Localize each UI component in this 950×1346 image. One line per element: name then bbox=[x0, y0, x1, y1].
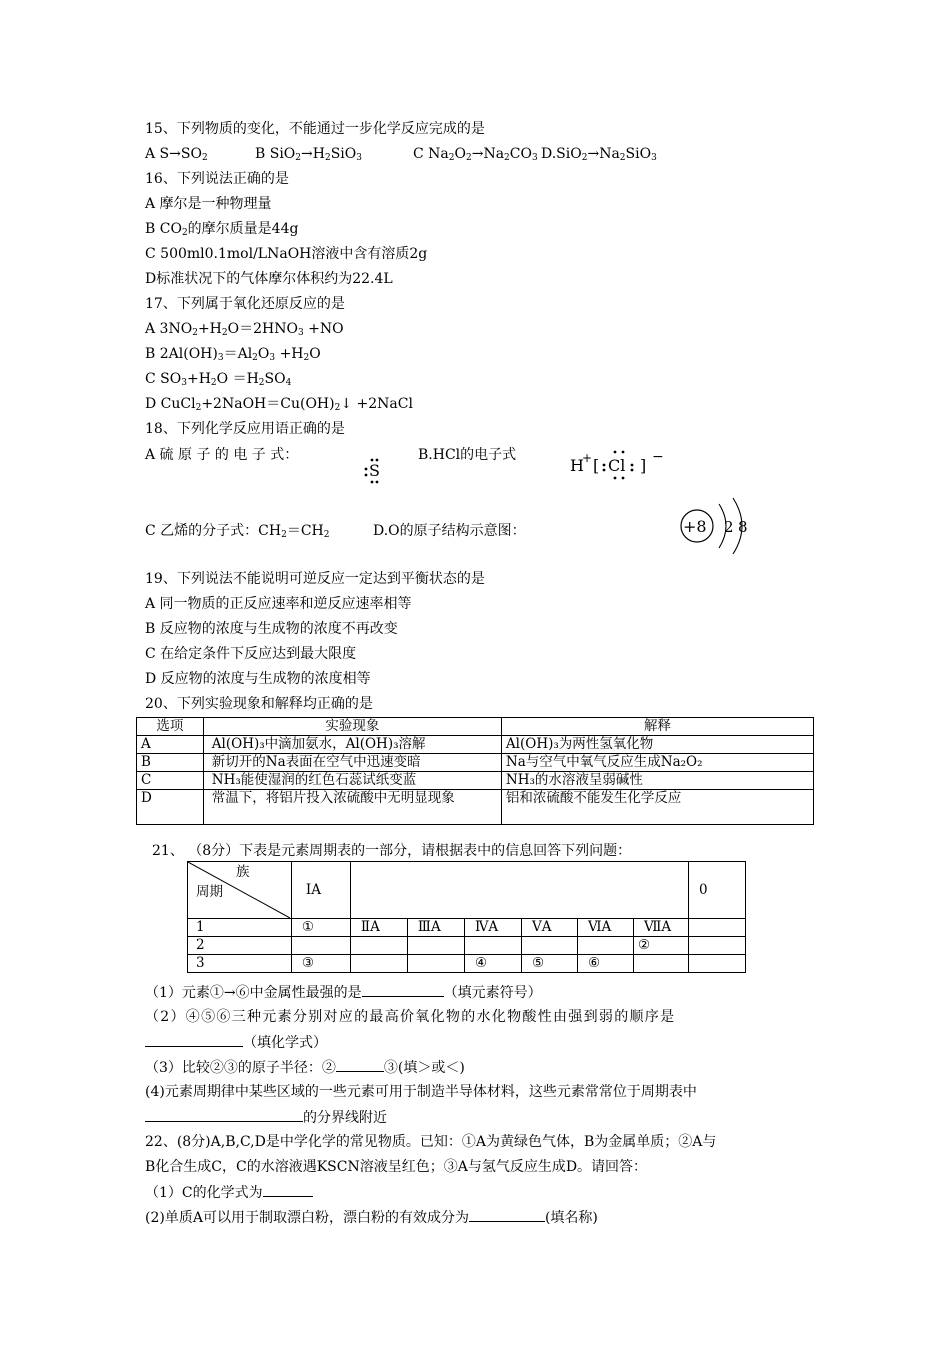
q22-part2: (2)单质A可以用于制取漂白粉，漂白粉的有效成分为 (填名称) bbox=[145, 1210, 598, 1226]
empty-cell bbox=[464, 937, 521, 955]
q21-part2: （2）④⑤⑥三种元素分别对应的最高价氧化物的水化物酸性由强到弱的顺序是 bbox=[145, 1009, 676, 1025]
empty-cell bbox=[688, 937, 745, 955]
q16-option-b: B $CO_2$的摩尔质量是44g bbox=[145, 221, 299, 238]
svg-text:]: ] bbox=[640, 456, 647, 475]
q15-option-d: $D.SiO_2\to Na_2SiO_3$ bbox=[541, 146, 657, 163]
q15-option-a: A $S\to SO_2$ bbox=[145, 146, 208, 163]
q22-part1: （1）C的化学式为 bbox=[145, 1183, 313, 1202]
q17-option-a: A $3NO_2+H_2O=2HNO_3 +NO$ bbox=[145, 321, 344, 338]
row-option: B bbox=[137, 754, 204, 772]
q16-option-a: A 摩尔是一种物理量 bbox=[145, 196, 272, 212]
row-phenomenon: 新切开的Na表面在空气中迅速变暗 bbox=[203, 754, 501, 772]
q15-option-b: B $SiO_2\to H_2SiO_3$ bbox=[255, 146, 362, 163]
q18-stem: 18、下列化学反应用语正确的是 bbox=[145, 421, 345, 437]
sulfur-symbol: S bbox=[369, 461, 380, 480]
empty-top-span bbox=[350, 862, 688, 919]
empty-cell bbox=[291, 937, 350, 955]
row-phenomenon: 常温下，将铝片投入浓硫酸中无明显现象 bbox=[203, 790, 501, 825]
hcl-cl: Cl bbox=[608, 456, 626, 475]
table-row bbox=[137, 754, 814, 772]
group-viia-header: ⅦA bbox=[633, 919, 688, 937]
q15-option-c: C $Na_2O_2\to Na_2CO_3$ bbox=[413, 146, 538, 163]
q21-part4-cont: 的分界线附近 bbox=[145, 1108, 387, 1127]
answer-blank[interactable] bbox=[145, 1033, 243, 1047]
answer-blank[interactable] bbox=[362, 983, 444, 997]
sulfur-electron-dot-icon bbox=[360, 448, 390, 488]
row-option: C bbox=[137, 772, 204, 790]
group-0-header: 0 bbox=[688, 862, 745, 919]
nucleus-charge: +8 bbox=[683, 517, 707, 536]
q22-stem-line2: B化合生成C，C的水溶液遇KSCN溶液呈红色；③A与氢气反应生成D。请回答： bbox=[145, 1159, 648, 1175]
table-row bbox=[137, 790, 814, 825]
header-explanation: 解释 bbox=[501, 718, 813, 736]
q19-stem: 19、下列说法不能说明可逆反应一定达到平衡状态的是 bbox=[145, 571, 485, 587]
svg-text:[: [ bbox=[593, 456, 600, 475]
empty-cell bbox=[688, 919, 745, 937]
row-explanation: NH₃的水溶液呈弱碱性 bbox=[501, 772, 813, 790]
oxygen-atom-structure-icon bbox=[675, 494, 755, 558]
q19-option-a: A 同一物质的正反应速率和逆反应速率相等 bbox=[145, 596, 412, 612]
q19-option-b: B 反应物的浓度与生成物的浓度不再改变 bbox=[145, 621, 398, 637]
shell-1-electrons: 2 bbox=[724, 518, 734, 536]
q21-stem: 21、 （8分）下表是元素周期表的一部分，请根据表中的信息回答下列问题： bbox=[152, 843, 632, 859]
answer-blank[interactable] bbox=[145, 1108, 303, 1122]
table-header-row bbox=[137, 718, 814, 736]
q15-stem: 15、下列物质的变化，不能通过一步化学反应完成的是 bbox=[145, 121, 485, 137]
period-3-label: 3 bbox=[188, 955, 292, 973]
empty-cell bbox=[407, 937, 464, 955]
period-1-label: 1 bbox=[188, 919, 292, 937]
empty-cell bbox=[521, 937, 577, 955]
element-4: ④ bbox=[464, 955, 521, 973]
group-via-header: ⅥA bbox=[577, 919, 633, 937]
q20-table bbox=[136, 717, 814, 825]
periodic-table bbox=[187, 861, 746, 973]
answer-blank[interactable] bbox=[469, 1208, 545, 1222]
hcl-h: H bbox=[570, 456, 584, 475]
q16-stem: 16、下列说法正确的是 bbox=[145, 171, 289, 187]
q18-option-a: A 硫 原 子 的 电 子 式： bbox=[145, 447, 299, 463]
row-phenomenon: Al(OH)₃中滴加氨水，Al(OH)₃溶解 bbox=[203, 736, 501, 754]
q18-option-c: C 乙烯的分子式：$CH_2=CH_2$ bbox=[145, 523, 330, 540]
q21-part1: （1）元素①→⑥中金属性最强的是 （填元素符号） bbox=[145, 985, 542, 1001]
element-1: ① bbox=[291, 919, 350, 937]
group-ia-header: ⅠA bbox=[291, 862, 350, 919]
shell-2-electrons: 8 bbox=[738, 518, 748, 536]
q16-option-d: D标准状况下的气体摩尔体积约为22.4L bbox=[145, 271, 393, 287]
period-2-label: 2 bbox=[188, 937, 292, 955]
q19-option-c: C 在给定条件下反应达到最大限度 bbox=[145, 646, 357, 662]
q17-option-c: C $SO_3+H_2O =H_2SO_4$ bbox=[145, 371, 292, 388]
q17-option-d: D $CuCl_2+2NaOH=Cu(OH)_2↓$ +2NaCl bbox=[145, 396, 413, 413]
element-3: ③ bbox=[291, 955, 350, 973]
hcl-minus: − bbox=[652, 449, 664, 465]
group-iva-header: ⅣA bbox=[464, 919, 521, 937]
empty-cell bbox=[688, 955, 745, 973]
row-phenomenon: NH₃能使湿润的红色石蕊试纸变蓝 bbox=[203, 772, 501, 790]
q18-option-d: D.O的原子结构示意图： bbox=[373, 523, 526, 539]
element-5: ⑤ bbox=[521, 955, 577, 973]
empty-cell bbox=[407, 955, 464, 973]
group-iiia-header: ⅢA bbox=[407, 919, 464, 937]
answer-blank[interactable] bbox=[263, 1183, 313, 1197]
header-option: 选项 bbox=[137, 718, 204, 736]
q22-stem-line1: 22、(8分)A,B,C,D是中学化学的常见物质。已知：①A为黄绿色气体，B为金属单质；②A与 bbox=[145, 1134, 717, 1150]
q18-option-b: B.HCl的电子式 bbox=[418, 447, 517, 463]
row-explanation: 铝和浓硫酸不能发生化学反应 bbox=[501, 790, 813, 825]
element-6: ⑥ bbox=[577, 955, 633, 973]
row-option: D bbox=[137, 790, 204, 825]
corner-group-label: 族 bbox=[236, 864, 250, 880]
row-option: A bbox=[137, 736, 204, 754]
row-explanation: Al(OH)₃为两性氢氧化物 bbox=[501, 736, 813, 754]
q17-stem: 17、下列属于氧化还原反应的是 bbox=[145, 296, 345, 312]
q21-part2-cont: （填化学式） bbox=[145, 1033, 327, 1052]
empty-cell bbox=[577, 937, 633, 955]
group-iia-header: ⅡA bbox=[350, 919, 407, 937]
hcl-electron-formula-icon bbox=[568, 444, 668, 486]
header-phenomenon: 实验现象 bbox=[203, 718, 501, 736]
q15-options bbox=[145, 145, 657, 163]
row-explanation: Na与空气中氧气反应生成Na₂O₂ bbox=[501, 754, 813, 772]
answer-blank[interactable] bbox=[336, 1058, 384, 1072]
hcl-plus: + bbox=[582, 451, 593, 465]
empty-cell bbox=[633, 955, 688, 973]
q21-part4: (4)元素周期律中某些区域的一些元素可用于制造半导体材料，这些元素常常位于周期表中 bbox=[145, 1084, 697, 1100]
q17-option-b: B $2Al(OH)_3=Al_2O_3 +H_2O$ bbox=[145, 346, 321, 363]
element-2: ② bbox=[633, 937, 688, 955]
corner-period-label: 周期 bbox=[196, 884, 223, 900]
q20-stem: 20、下列实验现象和解释均正确的是 bbox=[145, 696, 373, 712]
table-row bbox=[137, 772, 814, 790]
q19-option-d: D 反应物的浓度与生成物的浓度相等 bbox=[145, 671, 371, 687]
table-row bbox=[137, 736, 814, 754]
corner-cell bbox=[188, 862, 292, 919]
group-va-header: ⅤA bbox=[521, 919, 577, 937]
empty-cell bbox=[350, 937, 407, 955]
empty-cell bbox=[350, 955, 407, 973]
q16-option-c: C 500ml0.1mol/LNaOH溶液中含有溶质2g bbox=[145, 246, 428, 262]
q21-part3: （3）比较②③的原子半径：② ③(填＞或＜) bbox=[145, 1060, 465, 1076]
